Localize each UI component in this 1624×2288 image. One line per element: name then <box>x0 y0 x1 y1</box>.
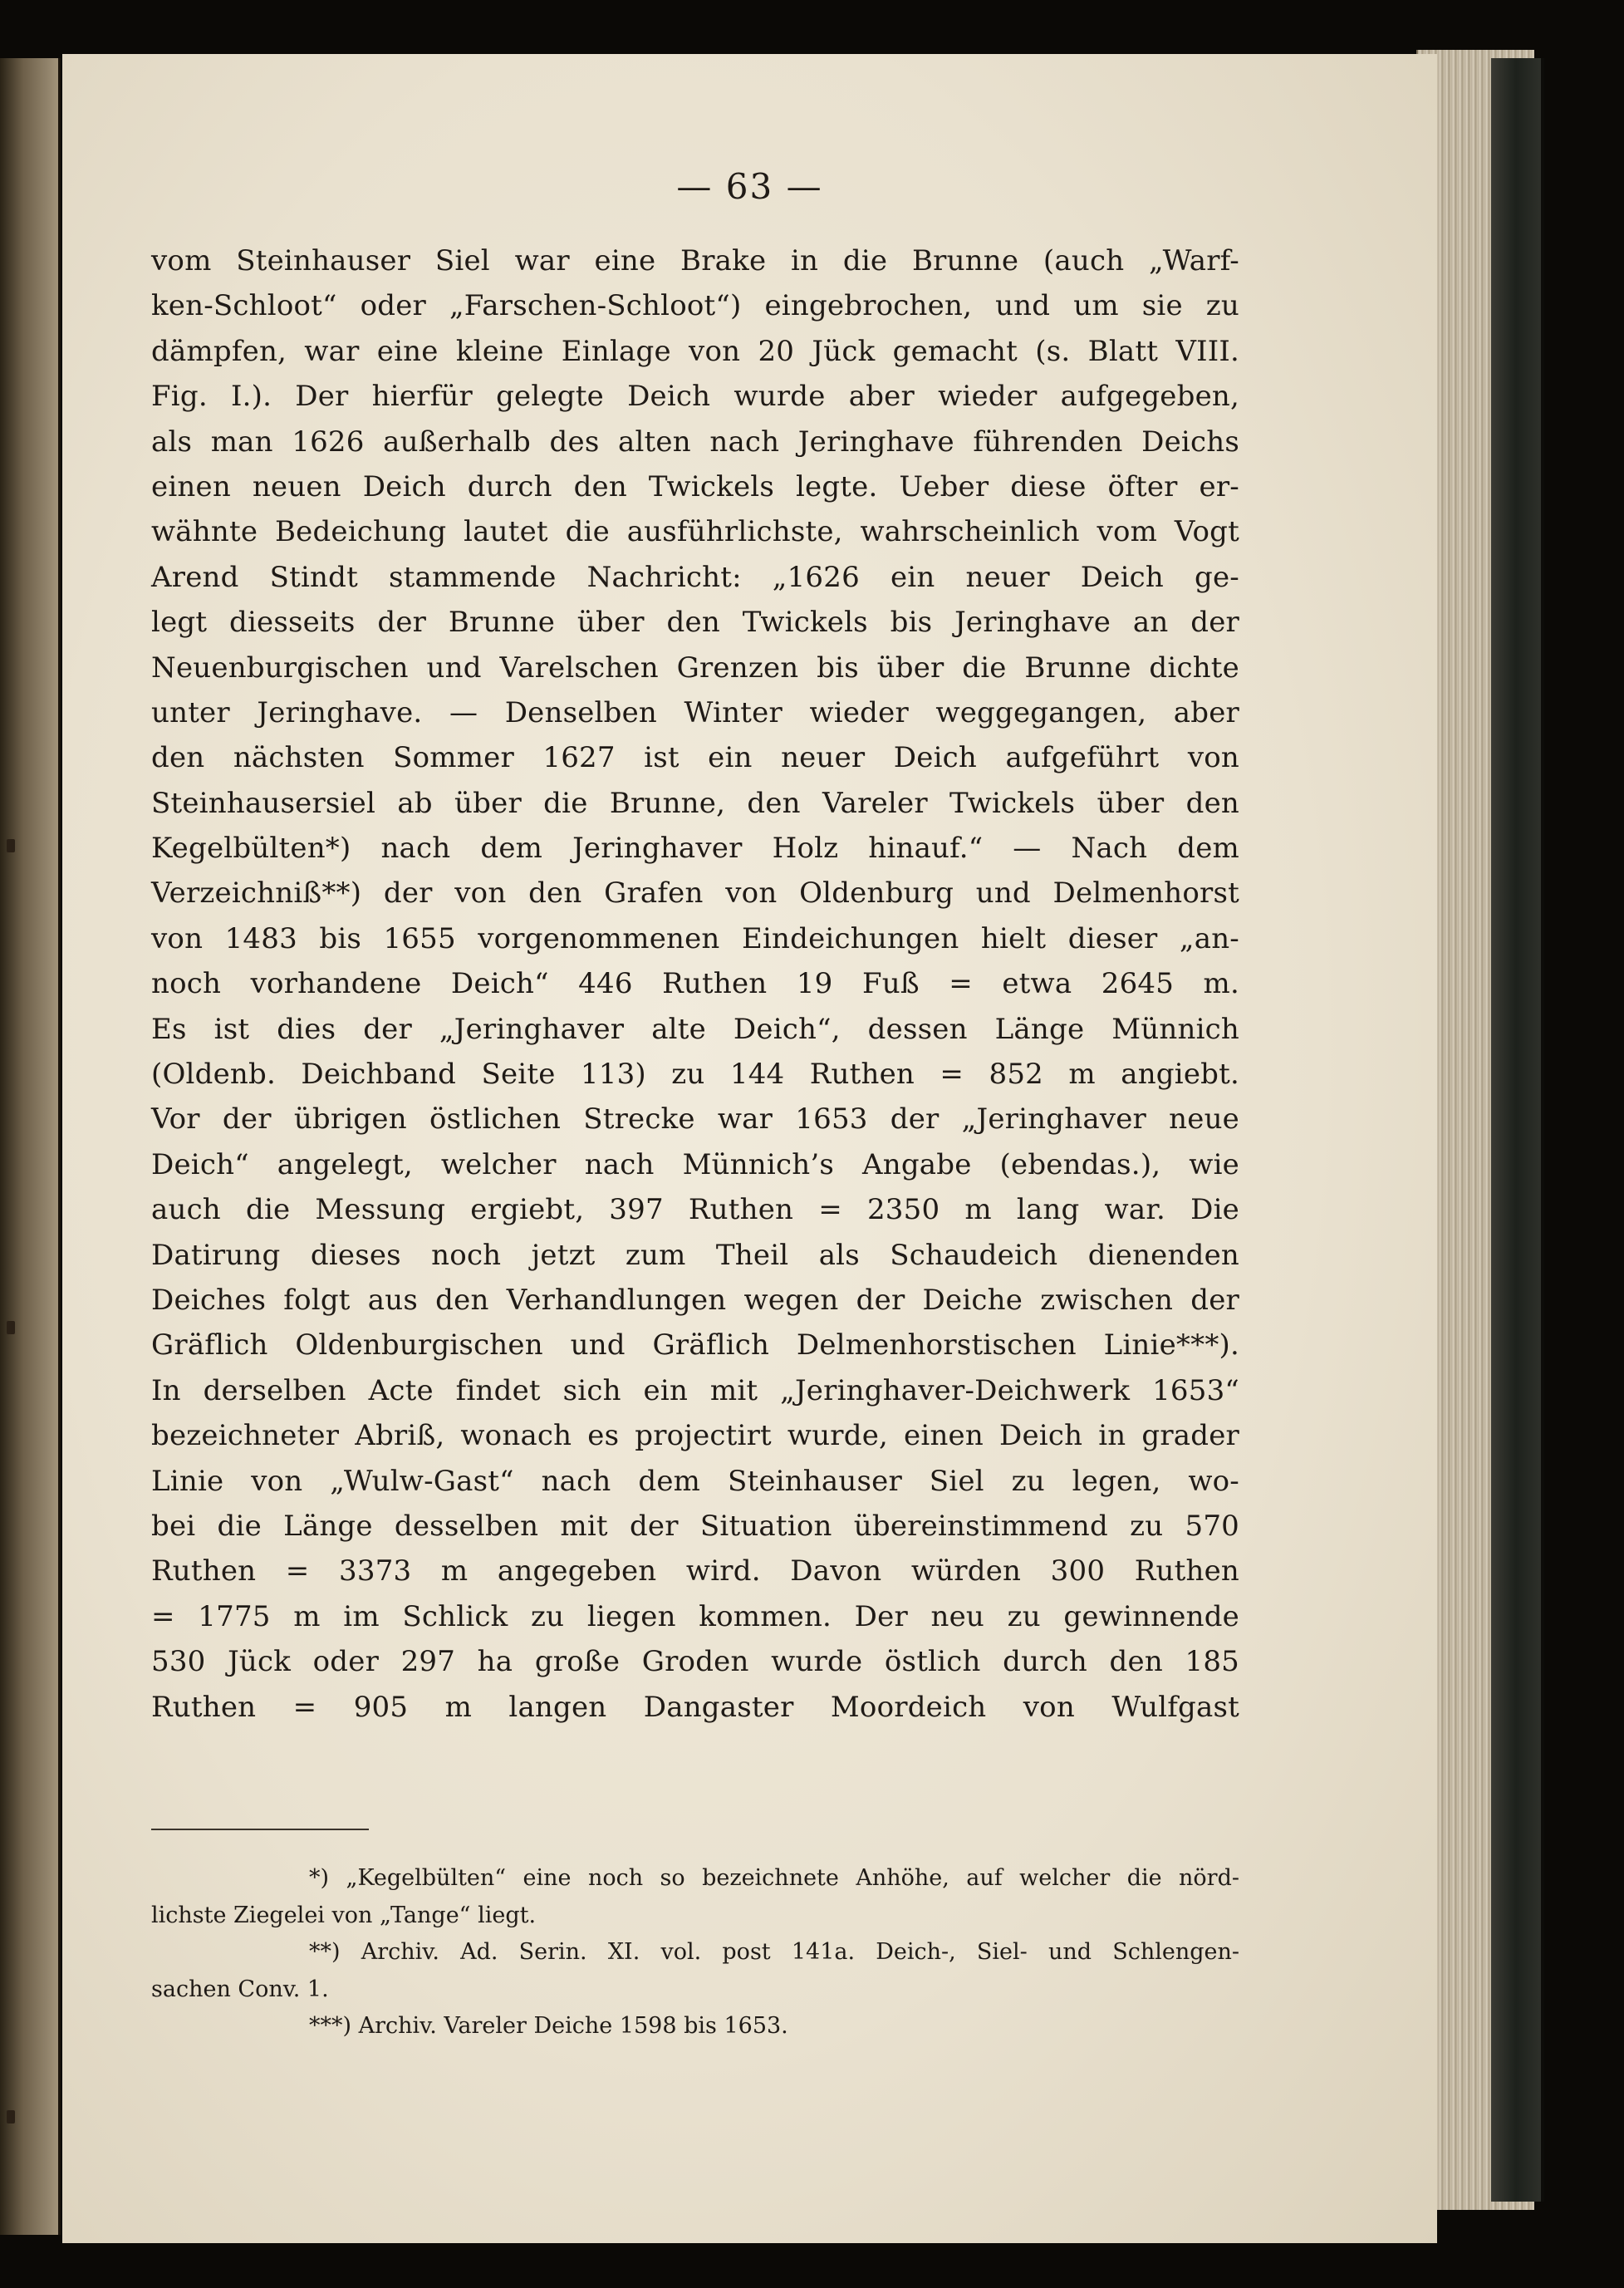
footnote-divider <box>151 1829 369 1830</box>
footnote-line: ***) Archiv. Vareler Deiche 1598 bis 1653. <box>309 2013 788 2039</box>
text-line: Datirung dieses noch jetzt zum Theil als Schaudeich dienenden <box>151 1238 1239 1272</box>
text-line: dämpfen, war eine kleine Einlage von 20 Jück gemacht (s. Blatt VIII. <box>151 334 1239 368</box>
text-line: vom Steinhauser Siel war eine Brake in die Brunne (auch „Warf- <box>151 244 1239 277</box>
footnote-line: **) Archiv. Ad. Serin. XI. vol. post 141a. Deich-, Siel- und Schlengen- <box>309 1939 1239 1965</box>
page-mark <box>7 1321 15 1334</box>
text-line: bei die Länge desselben mit der Situation übereinstimmend zu 570 <box>151 1509 1239 1543</box>
text-line: Vor der übrigen östlichen Strecke war 1653 der „Jeringhaver neue <box>151 1102 1239 1137</box>
text-line: 530 Jück oder 297 ha große Groden wurde östlich durch den 185 <box>151 1645 1239 1679</box>
text-line: Kegelbülten*) nach dem Jeringhaver Holz hinauf.“ — Nach dem <box>151 832 1239 866</box>
text-line: einen neuen Deich durch den Twickels legte. Ueber diese öfter er- <box>151 469 1239 503</box>
text-line: Es ist dies der „Jeringhaver alte Deich“, dessen Länge Münnich <box>151 1012 1239 1046</box>
body-text <box>151 238 1239 1730</box>
book-page <box>62 54 1437 2243</box>
footnote-line: lichste Ziegelei von „Tange“ liegt. <box>151 1902 537 1928</box>
text-line: unter Jeringhave. — Denselben Winter wieder weggegangen, aber <box>151 695 1239 729</box>
footnote-line: sachen Conv. 1. <box>151 1976 329 2002</box>
text-line: Gräflich Oldenburgischen und Gräflich Delmenhorstischen Linie***). <box>151 1328 1239 1362</box>
text-line: Deiches folgt aus den Verhandlungen wegen der Deiche zwischen der <box>151 1283 1239 1317</box>
text-line: als man 1626 außerhalb des alten nach Jeringhave führenden Deichs <box>151 425 1239 459</box>
text-line: Deich“ angelegt, welcher nach Münnich’s Angabe (ebendas.), wie <box>151 1147 1239 1181</box>
text-line: auch die Messung ergiebt, 397 Ruthen = 2350 m lang war. Die <box>151 1193 1239 1227</box>
book-cover <box>1491 58 1544 2202</box>
text-line: Verzeichniß**) der von den Grafen von Oldenburg und Delmenhorst <box>151 876 1239 911</box>
text-line: Arend Stindt stammende Nachricht: „1626 ein neuer Deich ge- <box>151 560 1239 594</box>
text-line: wähnte Bedeichung lautet die ausführlichste, wahrscheinlich vom Vogt <box>151 515 1239 549</box>
footnotes <box>151 1860 1239 2045</box>
text-line: Ruthen = 3373 m angegeben wird. Davon würden 300 Ruthen <box>151 1554 1239 1588</box>
text-line: von 1483 bis 1655 vorgenommenen Eindeichungen hielt dieser „an- <box>151 921 1239 955</box>
text-line: Neuenburgischen und Varelschen Grenzen bis über die Brunne dichte <box>151 651 1239 685</box>
text-line: legt diesseits der Brunne über den Twickels bis Jeringhave an der <box>151 606 1239 640</box>
page-number: — 63 — <box>676 166 823 207</box>
text-line: noch vorhandene Deich“ 446 Ruthen 19 Fuß = etwa 2645 m. <box>151 967 1239 1001</box>
text-line: = 1775 m im Schlick zu liegen kommen. Der neu zu gewinnende <box>151 1599 1239 1633</box>
text-line: Steinhausersiel ab über die Brunne, den Vareler Twickels über den <box>151 786 1239 820</box>
previous-page-edge <box>0 58 61 2235</box>
page-mark <box>7 839 15 852</box>
text-line: Fig. I.). Der hierfür gelegte Deich wurde aber wieder aufgegeben, <box>151 380 1239 414</box>
text-line: ken-Schloot“ oder „Farschen-Schloot“) eingebrochen, und um sie zu <box>151 289 1239 323</box>
page-mark <box>7 2110 15 2124</box>
footnote-line: *) „Kegelbülten“ eine noch so bezeichnete Anhöhe, auf welcher die nörd- <box>309 1865 1239 1891</box>
text-line: (Oldenb. Deichband Seite 113) zu 144 Ruthen = 852 m angiebt. <box>151 1058 1239 1092</box>
text-line: Ruthen = 905 m langen Dangaster Moordeich von Wulfgast <box>151 1690 1239 1724</box>
text-line: den nächsten Sommer 1627 ist ein neuer Deich aufgeführt von <box>151 741 1239 775</box>
text-line: bezeichneter Abriß, wonach es projectirt wurde, einen Deich in grader <box>151 1419 1239 1453</box>
text-line: Linie von „Wulw-Gast“ nach dem Steinhauser Siel zu legen, wo- <box>151 1464 1239 1498</box>
text-line: In derselben Acte findet sich ein mit „Jeringhaver-Deichwerk 1653“ <box>151 1373 1239 1407</box>
